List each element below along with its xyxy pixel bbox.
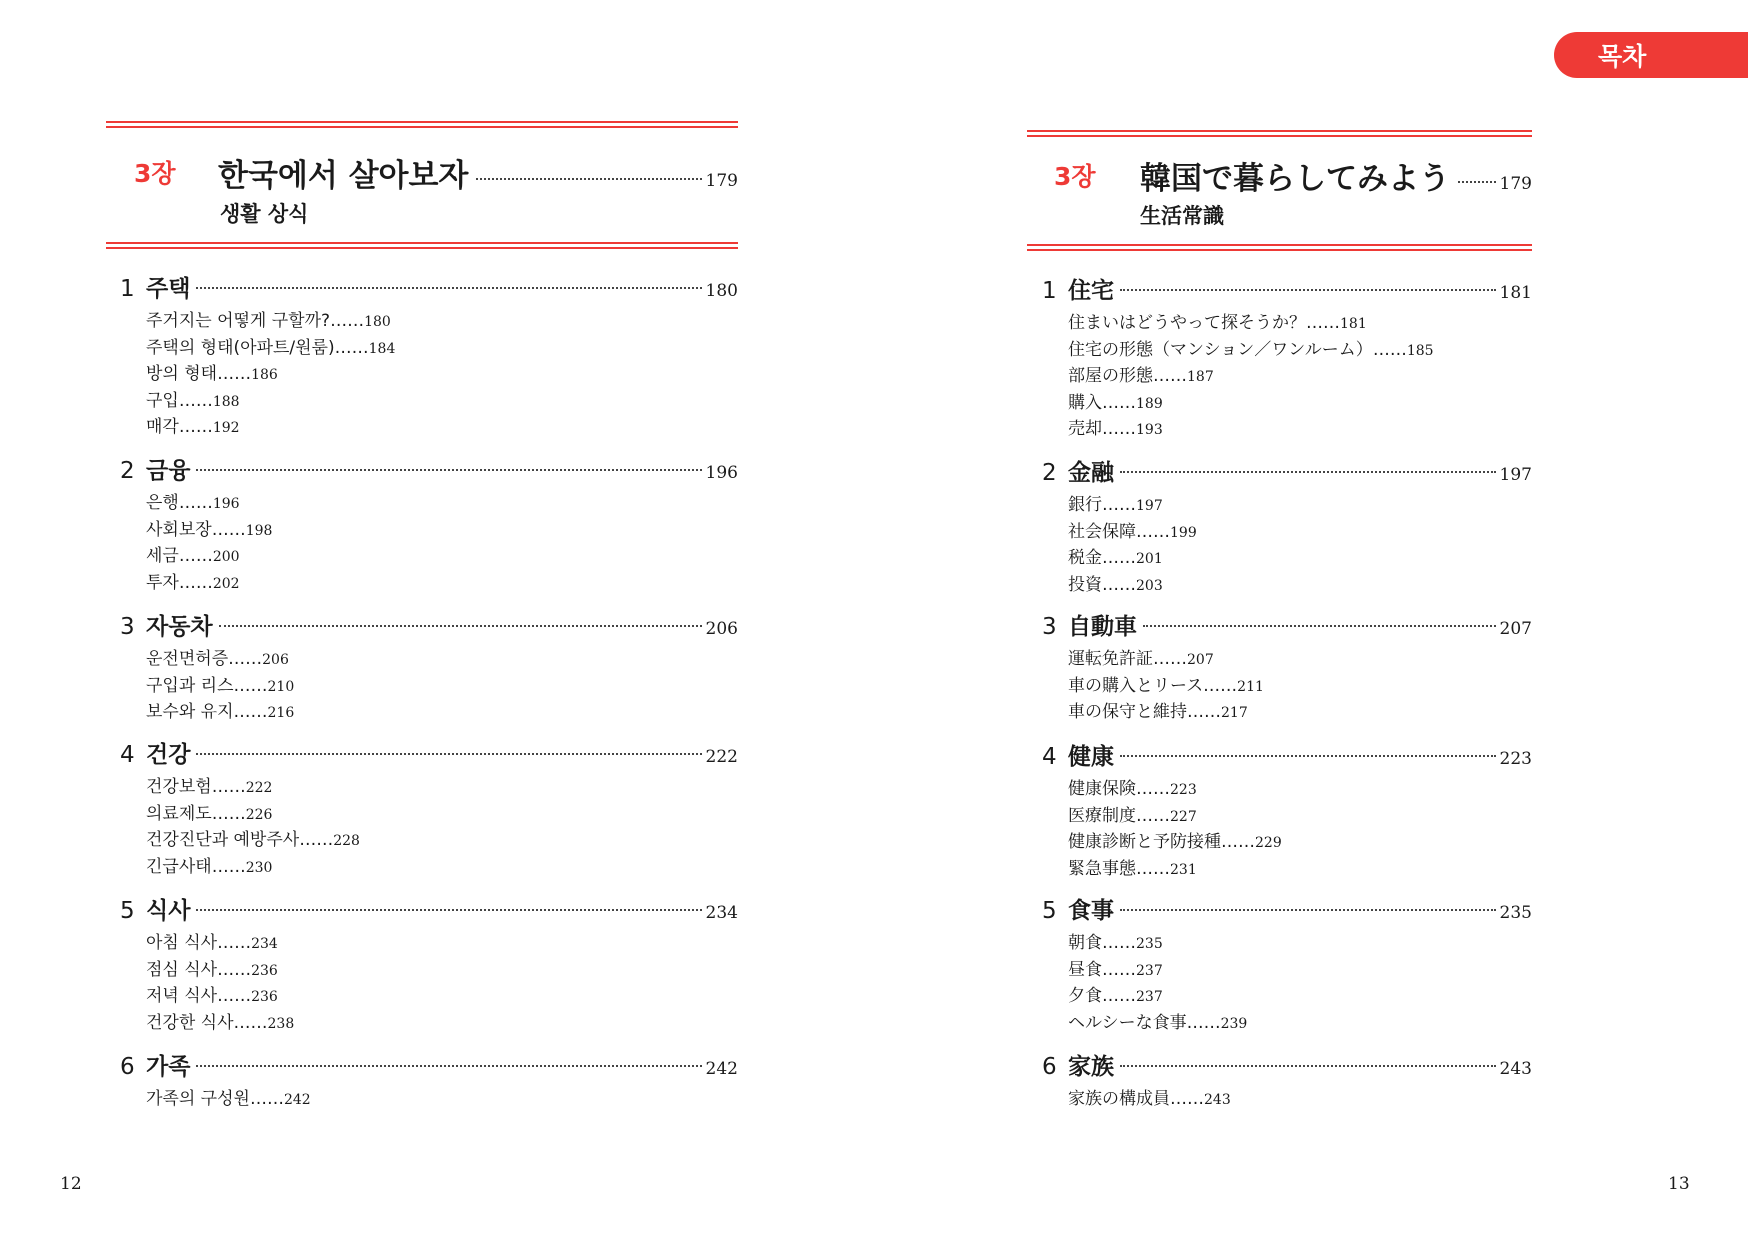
toc-section-6 [120,1048,738,1113]
toc-entry[interactable] [146,646,738,673]
entry-dots: …… [1102,419,1136,439]
entry-label: 夕食 [1068,986,1102,1006]
toc-entry[interactable] [146,414,738,441]
section-heading[interactable] [1042,1048,1532,1082]
section-number: 4 [1042,744,1057,770]
section-page: 196 [705,463,738,483]
section-title: 주택 [146,276,191,302]
toc-entry[interactable] [1068,803,1532,830]
leader-dots [196,469,701,471]
entry-dots: …… [1153,366,1187,386]
section-page: 223 [1499,749,1532,769]
chapter-title-line[interactable] [218,150,738,195]
entry-label: 家族の構成員 [1068,1089,1170,1109]
section-items [1068,1086,1532,1113]
entry-label: 구입 [146,390,179,411]
entry-page: 201 [1136,551,1163,567]
entry-page: 192 [212,420,240,436]
header-top-rule-full [1027,130,1532,137]
toc-entry[interactable] [146,699,738,726]
entry-dots: …… [330,311,365,331]
section-items [1068,776,1532,882]
section-title: 食事 [1068,898,1114,924]
section-heading[interactable] [1042,892,1532,926]
entry-page: 207 [1187,652,1214,668]
entry-dots: …… [1153,649,1187,669]
leader-dots [1143,625,1496,627]
entry-page: 238 [267,1015,295,1032]
section-items [146,490,738,596]
section-title: 住宅 [1068,278,1114,304]
entry-page: 228 [333,833,360,849]
section-page: 181 [1499,283,1532,303]
toc-entry[interactable] [146,1086,738,1113]
entry-page: 186 [251,367,278,383]
entry-page: 184 [368,340,396,357]
entry-label: 住まいはどうやって探そうか？ [1068,313,1306,333]
toc-section-4 [1042,738,1532,882]
entry-dots: …… [211,803,246,824]
entry-dots: …… [1187,702,1221,722]
chapter-number: 3장 [134,159,176,188]
section-page: 180 [705,281,738,301]
entry-label: 사회보장 [146,519,212,540]
section-page: 207 [1499,619,1532,639]
entry-label: 건강진단과 예방주사 [146,830,300,850]
entry-label: 긴급사태 [146,856,212,877]
entry-dots: …… [233,675,268,696]
toc-badge: 목차 [1554,32,1748,78]
toc-entry[interactable] [1068,1086,1532,1113]
entry-label: 투자 [146,572,179,593]
entry-page: 222 [245,780,273,796]
entry-label: 昼食 [1068,959,1102,980]
toc-entry[interactable] [1068,545,1532,572]
chapter-title: 韓国で暮らしてみよう [1140,153,1454,198]
entry-label: 은행 [146,493,179,513]
entry-label: ヘルシーな食事 [1068,1012,1187,1033]
entry-label: 가족의 구성원 [146,1089,250,1109]
section-title: 건강 [146,742,191,768]
section-title: 금융 [146,458,191,484]
entry-page: 217 [1221,705,1248,721]
entry-label: 의료제도 [146,803,212,824]
header-bottom-rule [106,242,738,249]
leader-dots [1120,755,1496,757]
entry-label: 朝食 [1068,933,1102,953]
toc-entry[interactable] [1068,957,1532,984]
entry-label: 보수와 유지 [146,702,234,722]
entry-dots: …… [178,417,213,437]
section-number: 1 [120,276,135,302]
toc-entry[interactable] [146,930,738,957]
toc-entry[interactable] [1068,829,1532,856]
section-number: 3 [120,614,135,640]
toc-section-2 [1042,454,1532,598]
toc-section-5 [1042,892,1532,1036]
entry-label: 아침 식사 [146,933,218,953]
entry-dots: …… [233,1012,268,1033]
entry-dots: …… [1102,495,1136,515]
section-heading[interactable] [1042,272,1532,306]
chapter-number: 3장 [1054,162,1096,191]
entry-page: 203 [1136,577,1163,594]
toc-entry[interactable] [146,361,738,388]
entry-label: 구입과 리스 [146,675,234,696]
entry-dots: …… [1136,779,1170,799]
section-heading[interactable] [120,270,738,304]
entry-page: 210 [267,678,295,695]
section-page: 206 [705,619,738,639]
entry-page: 243 [1204,1092,1231,1108]
section-items [146,308,738,441]
entry-page: 181 [1340,316,1367,332]
toc-entry[interactable] [146,827,738,854]
section-number: 2 [120,458,135,484]
entry-dots: …… [299,830,334,850]
entry-dots: …… [211,856,246,877]
entry-page: 187 [1187,369,1214,385]
section-number: 6 [1042,1054,1057,1080]
section-items [146,930,738,1036]
entry-dots: …… [217,959,252,980]
entry-page: 227 [1170,808,1197,825]
entry-page: 237 [1136,989,1163,1005]
toc-entry[interactable] [146,308,738,335]
entry-dots: …… [1102,933,1136,953]
section-items [1068,646,1532,726]
entry-dots: …… [1221,832,1255,852]
entry-dots: …… [178,390,213,411]
entry-label: 운전면허증 [146,649,229,669]
entry-dots: …… [1136,858,1170,879]
leader-dots [219,625,702,627]
entry-label: 緊急事態 [1068,858,1136,879]
entry-page: 188 [212,393,240,410]
leader-dots [476,178,701,180]
toc-entry[interactable] [146,490,738,517]
entry-label: 주거지는 어떻게 구할까? [146,311,331,331]
entry-page: 189 [1136,395,1163,412]
toc-section-2 [120,452,738,596]
toc-entry[interactable] [1068,572,1532,599]
toc-section-3 [1042,608,1532,726]
toc-entry[interactable] [1068,930,1532,957]
chapter-title: 한국에서 살아보자 [218,150,472,195]
right-page [874,0,1748,1240]
section-title: 自動車 [1068,614,1137,640]
entry-label: 건강한 식사 [146,1012,234,1033]
toc-entry[interactable] [1068,363,1532,390]
entry-dots: …… [1102,959,1136,980]
toc-entry[interactable] [1068,983,1532,1010]
entry-dots: …… [233,702,268,722]
section-items [1068,310,1532,443]
entry-label: 세금 [146,546,179,566]
entry-label: 방의 형태 [146,364,218,384]
section-number: 4 [120,742,135,768]
section-number: 5 [1042,898,1057,924]
leader-dots [196,909,701,911]
entry-page: 226 [245,806,273,823]
leader-dots [196,1065,701,1067]
toc-entry[interactable] [146,774,738,801]
entry-page: 229 [1255,835,1282,851]
entry-page: 180 [364,314,391,330]
toc-entry[interactable] [146,517,738,544]
entry-dots: …… [217,986,252,1006]
toc-entry[interactable] [1068,519,1532,546]
toc-entry[interactable] [146,388,738,415]
toc-entry[interactable] [146,957,738,984]
entry-page: 206 [262,652,289,668]
chapter-title-line[interactable] [1140,153,1532,198]
entry-dots: …… [249,1089,284,1109]
section-page: 242 [705,1059,738,1079]
entry-dots: …… [178,572,213,593]
entry-page: 236 [251,989,278,1005]
section-page: 243 [1499,1059,1532,1079]
entry-page: 237 [1136,962,1163,979]
section-title: 金融 [1068,460,1114,486]
entry-dots: …… [1170,1089,1204,1109]
section-heading[interactable] [1042,454,1532,488]
page-number: 13 [1668,1174,1690,1194]
section-number: 1 [1042,278,1057,304]
section-title: 健康 [1068,744,1114,770]
entry-label: 社会保障 [1068,521,1136,542]
entry-page: 197 [1136,498,1163,514]
section-page: 197 [1499,465,1532,485]
entry-page: 200 [212,549,240,565]
entry-label: 部屋の形態 [1068,366,1153,386]
section-page: 222 [705,747,738,767]
chapter-subtitle: 生活常識 [1140,204,1224,228]
leader-dots [1120,1065,1496,1067]
toc-section-6 [1042,1048,1532,1113]
entry-page: 196 [212,496,240,512]
entry-page: 185 [1406,342,1434,359]
leader-dots [1458,181,1496,183]
toc-entry[interactable] [146,335,738,362]
entry-label: 銀行 [1068,495,1102,515]
entry-dots: …… [1186,1012,1221,1033]
entry-label: 저녁 식사 [146,986,218,1006]
leader-dots [196,753,701,755]
header-top-rule [106,121,738,128]
entry-page: 239 [1220,1015,1248,1032]
entry-dots: …… [211,519,246,540]
entry-page: 198 [245,522,273,539]
toc-entry[interactable] [146,543,738,570]
section-items [1068,492,1532,598]
entry-page: 199 [1170,524,1197,541]
entry-dots: …… [1102,392,1136,413]
toc-entry[interactable] [1068,1010,1532,1037]
toc-entry[interactable] [1068,492,1532,519]
entry-page: 242 [283,1092,311,1108]
entry-label: 車の保守と維持 [1068,702,1187,722]
section-title: 家族 [1068,1054,1114,1080]
entry-label: 投資 [1068,574,1102,595]
entry-dots: …… [1102,574,1136,595]
section-title: 가족 [146,1054,191,1080]
section-heading[interactable] [1042,738,1532,772]
toc-entry[interactable] [1068,699,1532,726]
section-page: 234 [705,903,738,923]
header-bottom-rule [1027,244,1532,251]
entry-dots: …… [1372,339,1407,360]
toc-section-1 [120,270,738,441]
entry-page: 231 [1170,861,1197,878]
entry-dots: …… [211,777,246,797]
section-heading[interactable] [120,736,738,770]
entry-label: 車の購入とリース [1068,675,1204,696]
toc-section-4 [120,736,738,880]
toc-entry[interactable] [1068,646,1532,673]
entry-page: 193 [1136,422,1163,438]
section-number: 3 [1042,614,1057,640]
toc-section-3 [120,608,738,726]
entry-label: 매각 [146,417,179,437]
leader-dots [1120,289,1496,291]
entry-label: 건강보험 [146,777,212,797]
toc-entry[interactable] [1068,673,1532,700]
entry-dots: …… [334,337,369,358]
entry-label: 購入 [1068,392,1102,413]
section-items [146,1086,738,1113]
toc-entry[interactable] [146,1010,738,1037]
section-number: 2 [1042,460,1057,486]
section-heading[interactable] [120,452,738,486]
entry-label: 運転免許証 [1068,649,1153,669]
entry-label: 住宅の形態（マンション／ワンルーム） [1068,339,1373,360]
toc-entry[interactable] [146,983,738,1010]
page-number: 12 [60,1174,82,1194]
chapter-page: 179 [705,171,738,191]
entry-page: 235 [1136,936,1163,952]
entry-dots: …… [178,546,213,566]
entry-label: 税金 [1068,548,1102,568]
leader-dots [1120,471,1496,473]
toc-entry[interactable] [146,854,738,881]
section-number: 6 [120,1054,135,1080]
entry-page: 211 [1237,678,1264,695]
entry-dots: …… [178,493,213,513]
toc-entry[interactable] [146,673,738,700]
entry-dots: …… [217,933,252,953]
entry-dots: …… [1203,675,1238,696]
toc-entry[interactable] [146,570,738,597]
entry-page: 223 [1170,782,1197,798]
entry-page: 202 [212,575,240,592]
section-items [1068,930,1532,1036]
toc-entry[interactable] [1068,337,1532,364]
entry-dots: …… [1136,805,1170,826]
entry-dots: …… [1102,548,1136,568]
entry-label: 점심 식사 [146,959,218,980]
section-title: 자동차 [146,614,213,640]
entry-label: 주택의 형태(아파트/원룸) [146,337,335,358]
entry-label: 健康保険 [1068,779,1136,799]
section-items [146,774,738,880]
entry-dots: …… [1306,313,1340,333]
section-items [146,646,738,726]
entry-page: 230 [245,859,273,876]
toc-entry[interactable] [1068,310,1532,337]
toc-entry[interactable] [1068,856,1532,883]
entry-label: 健康診断と予防接種 [1068,832,1221,852]
section-number: 5 [120,898,135,924]
entry-dots: …… [1102,986,1136,1006]
section-page: 235 [1499,903,1532,923]
entry-label: 医療制度 [1068,805,1136,826]
entry-page: 234 [251,936,278,952]
section-heading[interactable] [120,892,738,926]
chapter-page: 179 [1499,174,1532,194]
entry-label: 売却 [1068,419,1102,439]
entry-dots: …… [228,649,263,669]
toc-entry[interactable] [1068,776,1532,803]
toc-section-1 [1042,272,1532,443]
entry-dots: …… [1136,521,1170,542]
section-heading[interactable] [120,1048,738,1082]
toc-entry[interactable] [1068,390,1532,417]
entry-dots: …… [217,364,252,384]
leader-dots [1120,909,1496,911]
section-title: 식사 [146,898,191,924]
toc-entry[interactable] [146,801,738,828]
entry-page: 216 [267,705,295,721]
section-heading[interactable] [120,608,738,642]
leader-dots [196,287,701,289]
entry-page: 236 [251,962,278,979]
section-heading[interactable] [1042,608,1532,642]
chapter-subtitle: 생활 상식 [220,202,309,226]
toc-entry[interactable] [1068,416,1532,443]
toc-section-5 [120,892,738,1036]
